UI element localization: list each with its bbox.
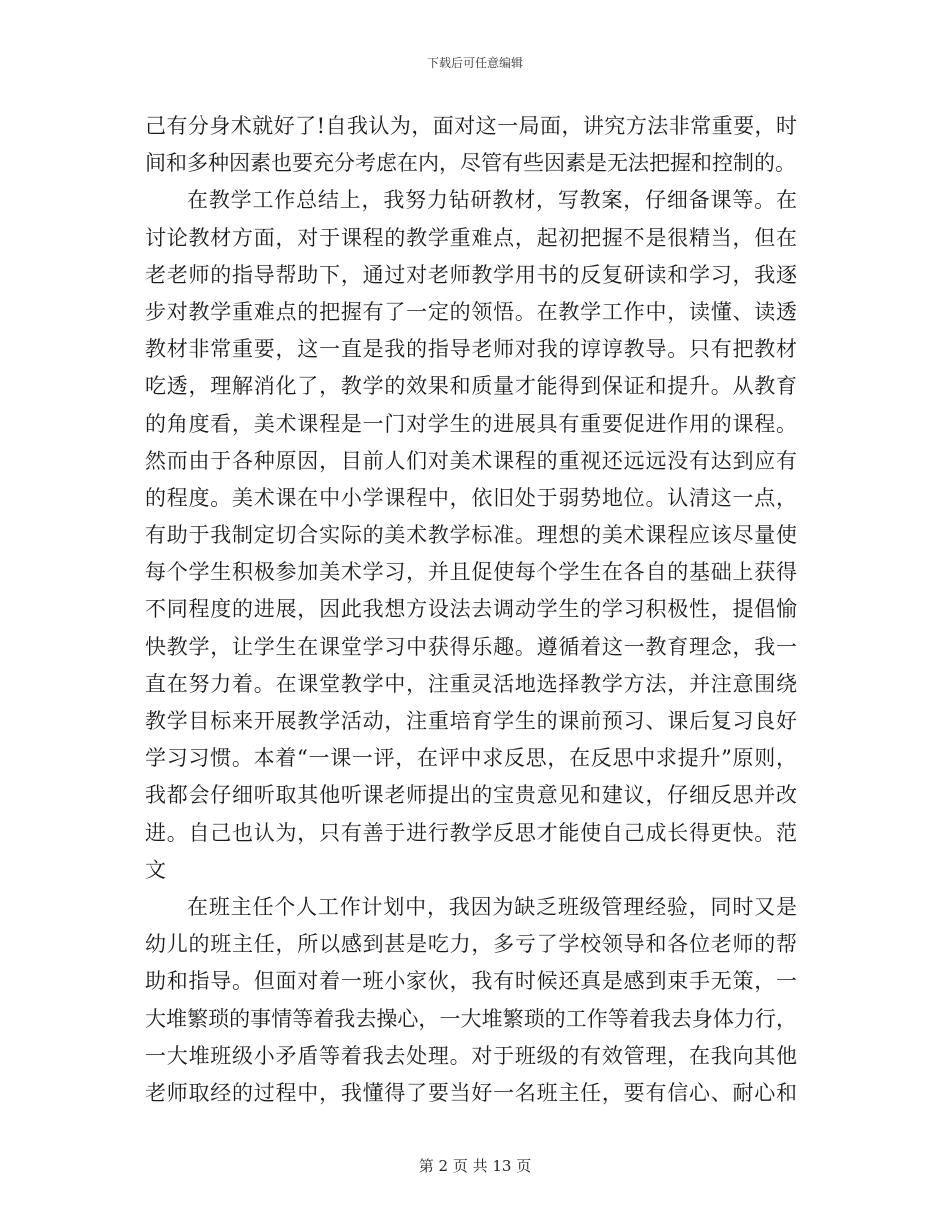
text-line: 直在努力着。在课堂教学中，注重灵活地选择教学方法，并注意围绕 [145, 671, 797, 696]
text-line: 在教学工作总结上，我努力钻研教材，写教案，仔细备课等。在 [187, 188, 797, 213]
text-line: 我都会仔细听取其他听课老师提出的宝贵意见和建议，仔细反思并改 [145, 783, 797, 808]
text-line: 己有分身术就好了!自我认为，面对这一局面，讲究方法非常重要，时 [145, 114, 797, 138]
text-line: 不同程度的进展，因此我想方设法去调动学生的学习积极性，提倡愉 [145, 597, 797, 622]
text-line: 讨论教材方面，对于课程的教学重难点，起初把握不是很精当，但在 [145, 225, 797, 250]
text-line: 进。自己也认为，只有善于进行教学反思才能使自己成长得更快。范 [145, 820, 797, 845]
text-line: 间和多种因素也要充分考虑在内，尽管有些因素是无法把握和控制的。 [145, 151, 796, 176]
text-line: 幼儿的班主任，所以感到甚是吃力，多亏了学校领导和各位老师的帮 [145, 932, 797, 957]
text-line: 教学目标来开展教学活动，注重培育学生的课前预习、课后复习良好 [145, 709, 797, 733]
text-line: 的程度。美术课在中小学课程中，依旧处于弱势地位。认清这一点， [145, 485, 797, 510]
text-line: 大堆繁琐的事情等着我去操心，一大堆繁琐的工作等着我去身体力行， [145, 1006, 797, 1031]
page-number: 第 2 页 共 13 页 [418, 1157, 532, 1175]
text-line: 每个学生积极参加美术学习，并且促使每个学生在各自的基础上获得 [145, 560, 797, 585]
text-line: 吃透，理解消化了，教学的效果和质量才能得到保证和提升。从教育 [145, 374, 797, 399]
text-line: 老老师的指导帮助下，通过对老师教学用书的反复研读和学习，我逐 [145, 262, 797, 287]
text-line: 步对教学重难点的把握有了一定的领悟。在教学工作中，读懂、读透 [145, 299, 797, 324]
page-header: 下载后可任意编辑 [426, 56, 523, 70]
text-line: 在班主任个人工作计划中，我因为缺乏班级管理经验，同时又是 [187, 894, 797, 919]
text-line: 文 [145, 857, 166, 882]
text-line: 助和指导。但面对着一班小家伙，我有时候还真是感到束手无策，一 [145, 969, 797, 994]
text-line: 学习习惯。本着“一课一评，在评中求反思，在反思中求提升”原则， [145, 746, 797, 771]
text-line: 老师取经的过程中，我懂得了要当好一名班主任，要有信心、耐心和 [145, 1080, 797, 1105]
text-line: 教材非常重要，这一直是我的指导老师对我的谆谆教导。只有把教材 [145, 337, 797, 362]
text-line: 然而由于各种原因，目前人们对美术课程的重视还远远没有达到应有 [145, 448, 797, 473]
text-line: 的角度看，美术课程是一门对学生的进展具有重要促进作用的课程。 [145, 411, 797, 436]
text-line: 快教学，让学生在课堂学习中获得乐趣。遵循着这一教育理念，我一 [145, 634, 797, 659]
text-line: 一大堆班级小矛盾等着我去处理。对于班级的有效管理，在我向其他 [145, 1043, 797, 1068]
document-body [145, 108, 797, 1112]
text-line: 有助于我制定切合实际的美术教学标准。理想的美术课程应该尽量使 [145, 523, 797, 548]
